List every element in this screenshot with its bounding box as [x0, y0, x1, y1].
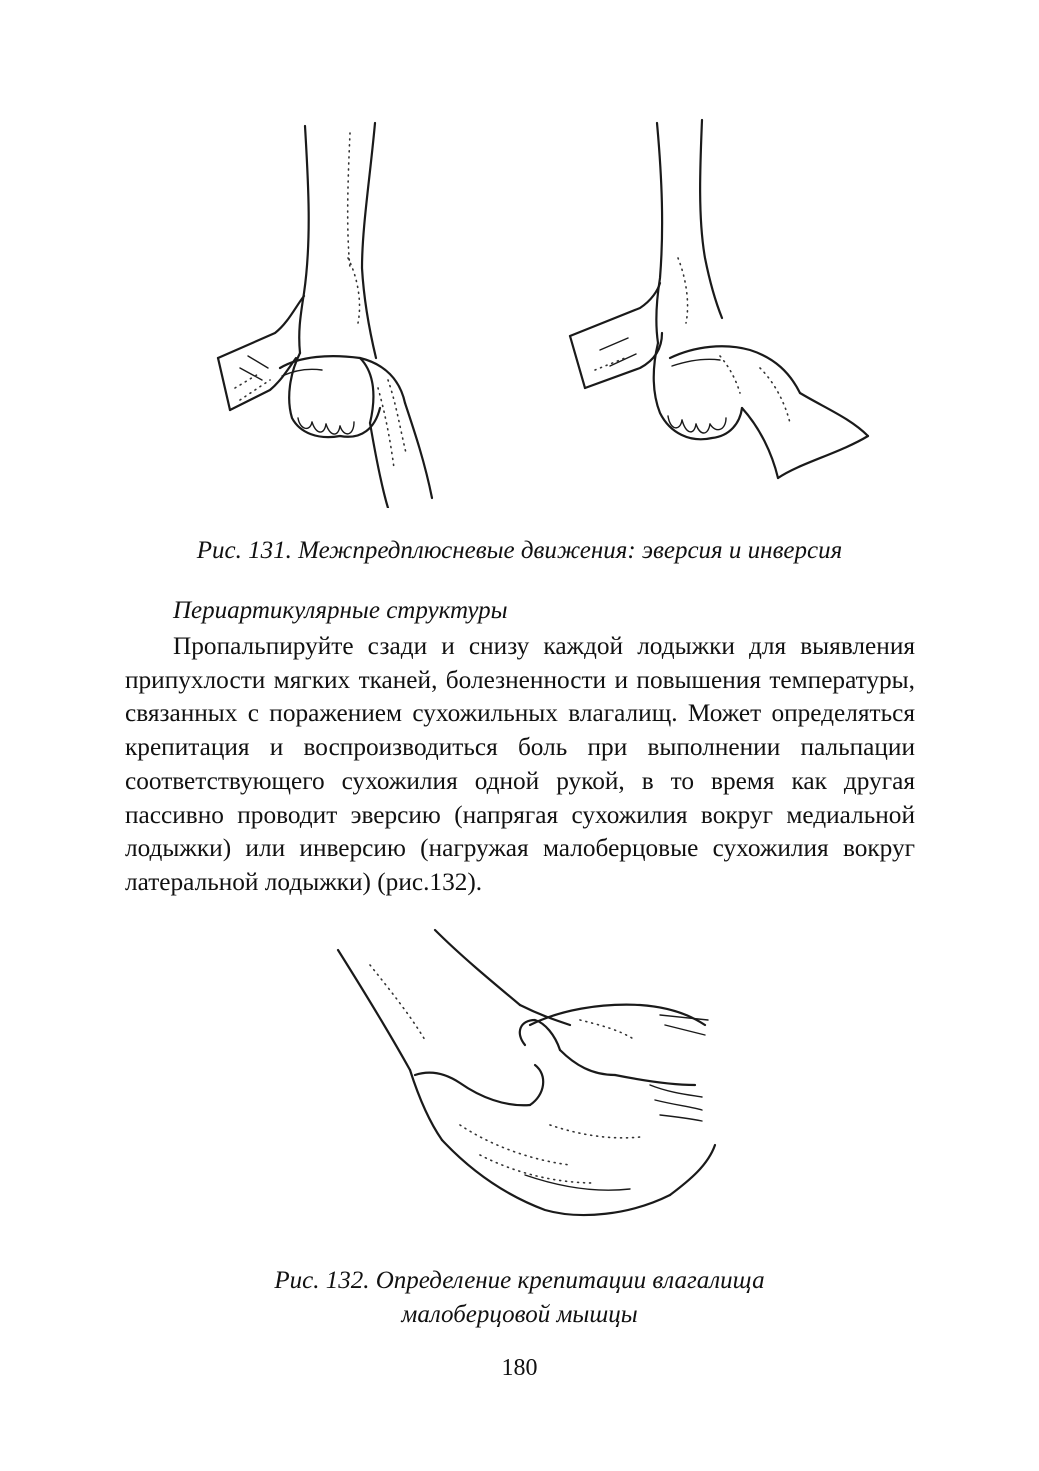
- figure-131-left-panel-eversion: [218, 123, 432, 508]
- figure-131-right-panel-inversion: [570, 120, 868, 478]
- figure-132-illustration: [330, 925, 720, 1235]
- figure-132-caption: [0, 1264, 1039, 1332]
- body-paragraph: Пропальпируйте сзади и снизу каждой лодыжки для выявления припухлости мягких тканей, болезненности и повышения температуры, связанных с поражением сухожильных влагалищ. Может определяться крепитация и воспроизводиться боль при выполнении пальпации соответствующего сухожилия одной рукой, в то время как другая пассивно проводит эверсию (напрягая сухожилия вокруг медиальной лодыжки) или инверсию (нагружая малоберцовые сухожилия вокруг латеральной лодыжки) (рис.132).: [125, 632, 915, 896]
- section-heading: Периартикулярные структуры: [173, 597, 508, 624]
- figure-132-caption-line-1: Рис. 132. Определение крепитации влагалища: [274, 1267, 765, 1294]
- figure-131-illustration: [200, 118, 880, 508]
- figure-132-caption-line-2: малоберцовой мышцы: [401, 1301, 638, 1328]
- page-number: 180: [501, 1355, 538, 1381]
- figure-131-caption: Рис. 131. Межпредплюсневые движения: эверсия и инверсия: [196, 537, 843, 564]
